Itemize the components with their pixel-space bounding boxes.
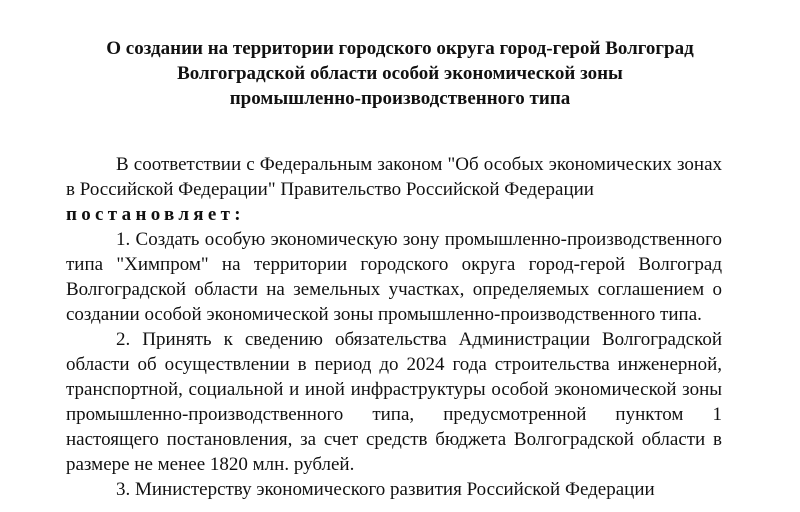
document-title [60,36,740,111]
item-3-paragraph-partial: 3. Министерству экономического развития Российской Федерации [116,479,655,500]
resolves-word: постановляет: [66,204,245,225]
title-line-2: Волгоградской области особой экономической зоны [177,63,623,84]
document-body [66,152,722,502]
item-2-paragraph: 2. Принять к сведению обязательства Администрации Волгоградской области об осуществлении в период до 2024 года строительства инженерной, транспортной, социальной и иной инфраструктуры особой экономической зоны промышленно-производственного типа, предусмотренной пунктом 1 настоящего постановления, за счет средств бюджета Волгоградской области в размере не менее 1820 млн. рублей. [66,329,722,475]
title-line-3: промышленно-производственного типа [229,88,571,109]
item-1-paragraph: 1. Создать особую экономическую зону промышленно-производственного типа "Химпром" на территории городского округа город-герой Волгоград Волгоградской области на земельных участках, определяемых соглашением о создании особой экономической зоны промышленно-производственного типа. [66,229,722,325]
preamble-paragraph: В соответствии с Федеральным законом "Об особых экономических зонах в Российской Федерации" Правительство Российской Федерации [66,154,722,200]
resolves-line [66,202,722,227]
title-line-1: О создании на территории городского округа город-герой Волгоград [106,38,694,59]
